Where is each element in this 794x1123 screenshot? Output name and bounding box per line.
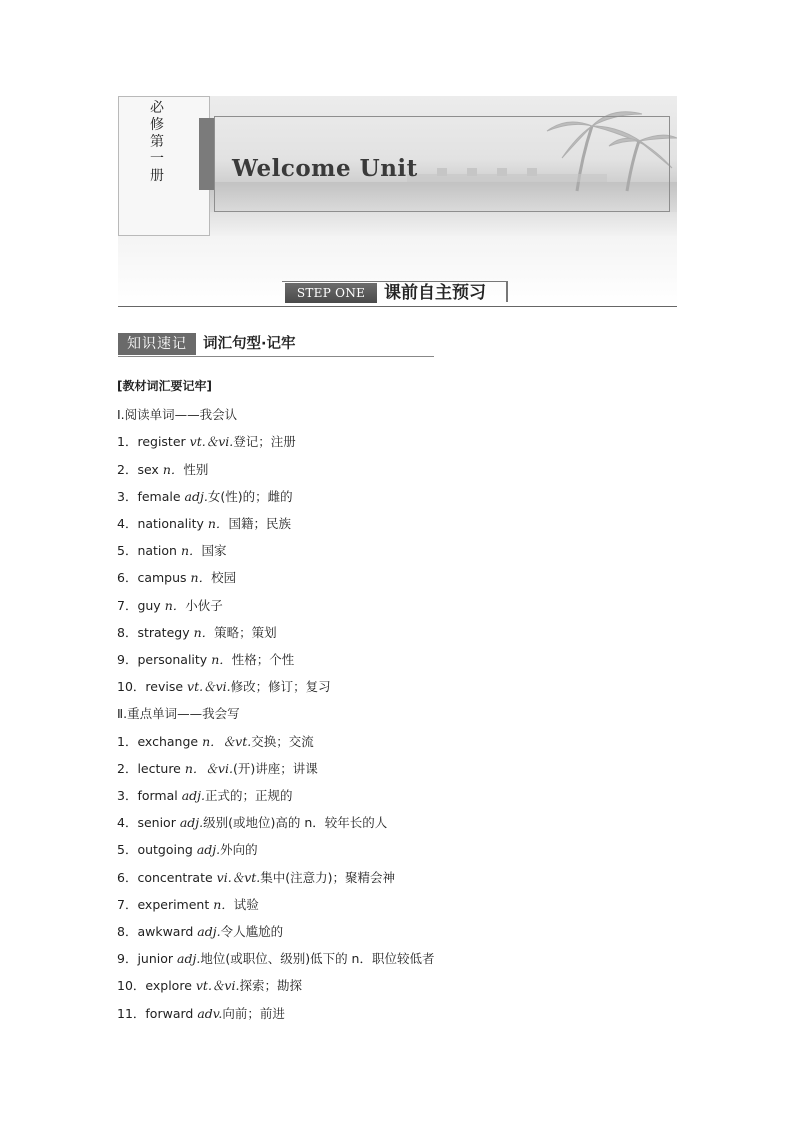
vocab-number: 8． [117, 624, 138, 640]
vocab-meaning: 性格；个性 [231, 652, 295, 667]
vocab-pos: n． [193, 624, 215, 640]
vocab-pos: adj. [177, 951, 201, 967]
vocab-pos: n．＆vt. [202, 733, 252, 749]
vocab-number: 4． [117, 815, 138, 831]
vocab-word: outgoing [137, 842, 193, 858]
vocab-meaning: (开)讲座；讲课 [232, 760, 318, 776]
vocab-number: 7． [117, 896, 138, 912]
vocab-number: 1． [117, 434, 138, 450]
vocab-meaning: 小伙子 [185, 597, 223, 613]
vocab-number: 1． [117, 733, 138, 749]
vocab-word: junior [137, 951, 174, 967]
vocab-number: 2． [117, 461, 138, 477]
vocab-item [117, 568, 236, 586]
vocab-pos: n． [162, 461, 184, 477]
vocab-number: 9． [117, 652, 138, 667]
section-tag: 知识速记 [118, 333, 196, 355]
vocab-item [117, 813, 387, 831]
vocab-meaning: 探索；勘探 [239, 978, 302, 994]
book-title: 必修第一册 [150, 100, 164, 184]
vocab-pos: adj. [184, 488, 208, 504]
vocab-pos: vi.＆vt. [216, 869, 261, 885]
header-divider [118, 306, 677, 307]
vocab-item [117, 514, 291, 532]
vocab-meaning: 正式的；正规的 [205, 788, 293, 803]
section-divider [118, 356, 434, 357]
vocab-word: female [137, 488, 181, 504]
vocab-word: concentrate [137, 869, 213, 885]
vocab-number: 7． [117, 597, 138, 613]
vocab-word: awkward [137, 924, 194, 939]
vocab-meaning: 向前；前进 [222, 1005, 285, 1021]
vocab-word: nation [137, 543, 177, 559]
section-label: 词汇句型·记牢 [203, 336, 296, 352]
vocab-pos: n．＆vi. [184, 760, 233, 776]
vocab-item [117, 976, 302, 994]
vocab-item [117, 432, 296, 450]
vocab-word: sex [137, 461, 159, 477]
vocab-word: personality [137, 652, 208, 667]
vocab-item [117, 1004, 285, 1022]
unit-title: Welcome Unit [232, 155, 418, 182]
vocab-number: 5． [117, 842, 138, 858]
vocab-item [117, 732, 314, 750]
vocab-meaning: 交换；交流 [251, 733, 314, 749]
step-label: 课前自主预习 [384, 283, 486, 303]
vocab-number: 4． [117, 516, 138, 531]
vocab-number: 5． [117, 543, 138, 559]
vocab-number: 3． [117, 488, 138, 504]
vocab-pos: n． [190, 570, 212, 586]
vocab-number: 10． [117, 978, 146, 994]
vocab-meaning: 女(性)的；雌的 [207, 488, 293, 504]
vocab-pos: adj. [197, 924, 221, 939]
vocab-pos: n． [211, 652, 232, 667]
decorative-bar [199, 118, 215, 190]
vocab-number: 8． [117, 924, 138, 939]
vocab-number: 11． [117, 1005, 146, 1021]
vocab-item [117, 840, 258, 858]
part2-title: Ⅱ.重点单词——我会写 [117, 706, 240, 722]
vocab-number: 6． [117, 570, 138, 586]
vocab-word: strategy [137, 624, 190, 640]
step-tag: STEP ONE [285, 283, 377, 303]
vocab-number: 6． [117, 869, 138, 885]
vocab-meaning: 国籍；民族 [228, 516, 291, 531]
vocab-pos: vt.＆vi. [195, 978, 240, 994]
vocab-item [117, 650, 294, 668]
vocab-meaning: 国家 [201, 543, 227, 559]
vocab-word: register [137, 434, 186, 450]
vocab-pos: adv. [197, 1005, 223, 1021]
vocab-number: 10． [117, 679, 146, 695]
vocab-number: 9． [117, 951, 138, 967]
vocab-meaning: 性别 [183, 461, 209, 477]
part1-title: Ⅰ.阅读单词——我会认 [117, 407, 238, 423]
vocab-subheading: [教材词汇要记牢] [117, 379, 212, 393]
vocab-meaning: 令人尴尬的 [220, 924, 284, 939]
vocab-item [117, 868, 395, 886]
vocab-meaning: 校园 [211, 570, 237, 586]
vocab-word: experiment [137, 896, 210, 912]
vocab-meaning: 级别(或地位)高的 n．较年长的人 [203, 815, 388, 831]
vocab-word: forward [145, 1005, 194, 1021]
vocab-word: guy [137, 597, 161, 613]
vocab-word: campus [137, 570, 187, 586]
vocab-item [117, 786, 293, 804]
vocab-word: formal [137, 788, 178, 803]
vocab-word: exchange [137, 733, 199, 749]
vocab-word: explore [145, 978, 192, 994]
vocab-item [117, 623, 277, 641]
vocab-word: lecture [137, 760, 181, 776]
vocab-meaning: 外向的 [220, 842, 258, 858]
vocab-meaning: 登记；注册 [233, 434, 296, 450]
vocab-meaning: 地位(或职位、级别)低下的 n．职位较低者 [200, 951, 435, 967]
vocab-word: senior [137, 815, 176, 831]
vocab-meaning: 试验 [233, 896, 259, 912]
vocab-item [117, 487, 293, 505]
vocab-number: 3． [117, 788, 138, 803]
vocab-pos: adj. [181, 788, 206, 803]
vocab-item [117, 759, 318, 777]
vocab-pos: adj. [179, 815, 204, 831]
vocab-item [117, 460, 208, 478]
vocab-meaning: 集中(注意力)；聚精会神 [260, 869, 396, 885]
vocab-item [117, 541, 227, 559]
vocab-pos: n． [180, 543, 202, 559]
vocab-pos: n． [164, 597, 186, 613]
vocab-item [117, 596, 223, 614]
vocab-item [117, 922, 283, 940]
vocab-item [117, 895, 259, 913]
vocab-meaning: 修改；修订；复习 [230, 679, 331, 695]
vocab-pos: vt.＆vi. [189, 434, 234, 450]
vocab-pos: n． [207, 516, 229, 531]
vocab-number: 2． [117, 760, 138, 776]
vocab-item [117, 949, 434, 967]
vocab-item [117, 677, 331, 695]
vocab-word: revise [145, 679, 184, 695]
vocab-pos: adj. [196, 842, 221, 858]
vocab-meaning: 策略；策划 [214, 624, 277, 640]
vocab-pos: n． [213, 896, 234, 912]
vocab-word: nationality [137, 516, 204, 531]
vocab-pos: vt.＆vi. [187, 679, 231, 695]
